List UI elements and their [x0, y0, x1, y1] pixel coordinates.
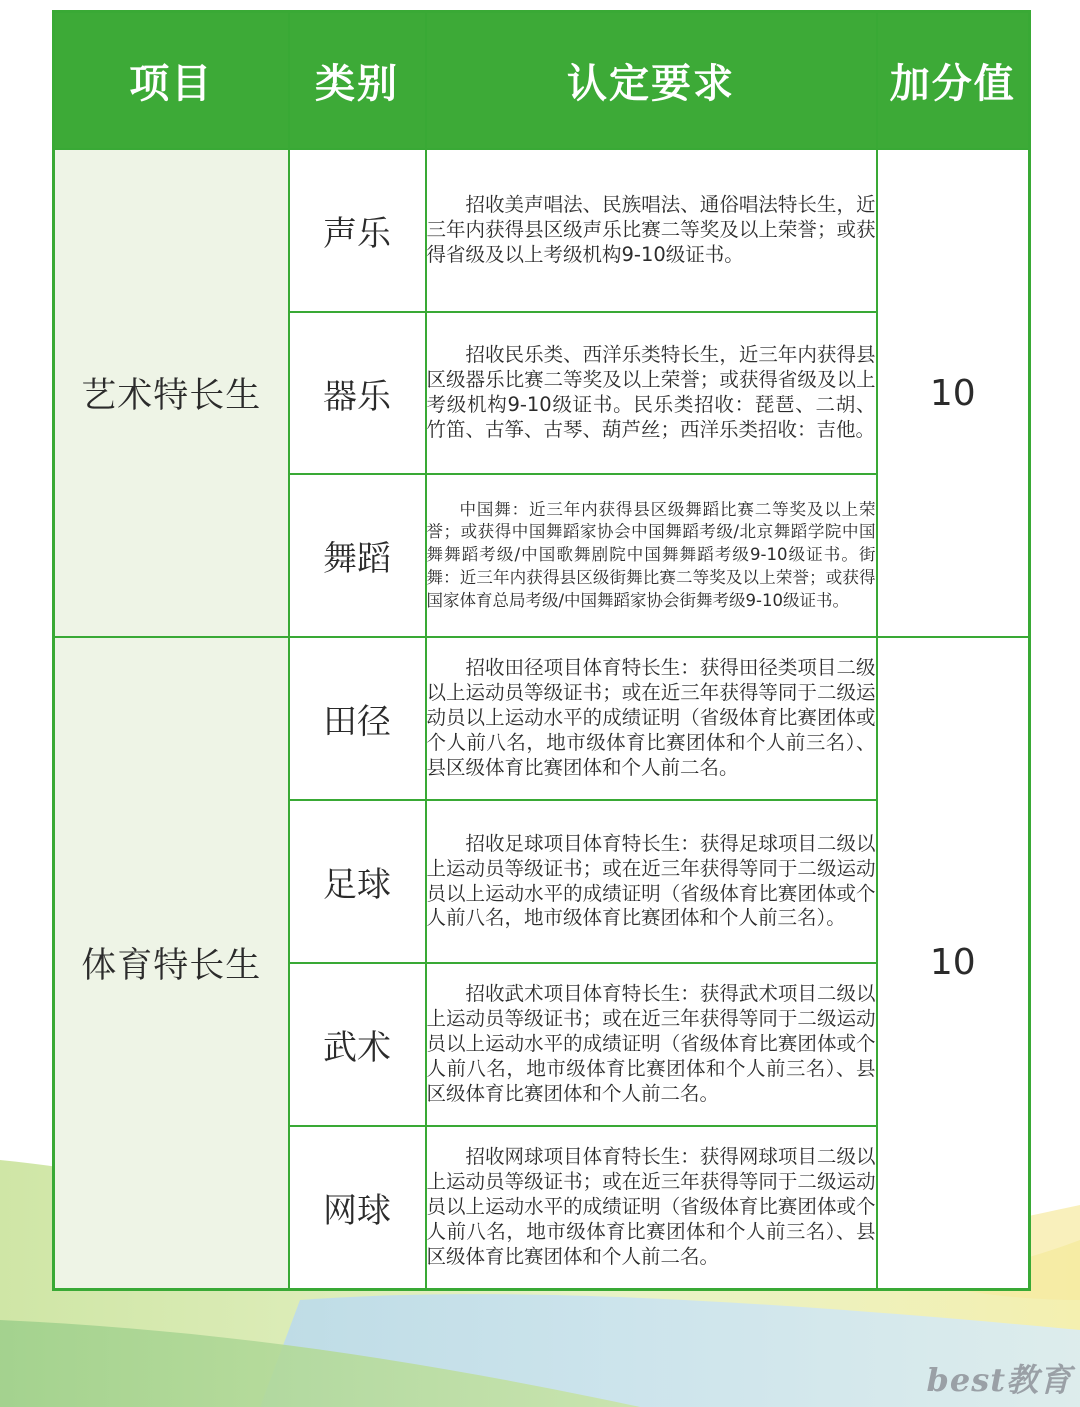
requirement-cell: [426, 800, 877, 963]
requirement-cell: [426, 312, 877, 474]
requirement-cell: [426, 1126, 877, 1289]
category-vocal: 声乐: [289, 149, 426, 312]
table-header-row: [54, 12, 1030, 150]
header-category: 类别: [289, 12, 426, 150]
requirement-text: 中国舞：近三年内获得县区级舞蹈比赛二等奖及以上荣誉；或获得中国舞蹈家协会中国舞蹈考级/北京舞蹈学院中国舞舞蹈考级/中国歌舞剧院中国舞舞蹈考级9-10级证书。街舞：近三年内获得县区级街舞比赛二等奖及以上荣誉；或获得国家体育总局考级/中国舞蹈家协会街舞考级9-10级证书。: [426, 499, 876, 610]
category-dance: 舞蹈: [289, 474, 426, 637]
header-requirement: 认定要求: [426, 12, 877, 150]
specialty-table-container: [52, 10, 1028, 1288]
requirement-text: 招收足球项目体育特长生：获得足球项目二级以上运动员等级证书；或在近三年获得等同于二级运动员以上运动水平的成绩证明（省级体育比赛团体或个人前八名，地市级体育比赛团体和个人前三名）。: [426, 831, 876, 930]
requirement-cell: [426, 474, 877, 637]
item-art: 艺术特长生: [54, 149, 289, 637]
score-art: 10: [877, 149, 1030, 637]
requirement-cell: [426, 637, 877, 800]
requirement-text: 招收网球项目体育特长生：获得网球项目二级以上运动员等级证书；或在近三年获得等同于二级运动员以上运动水平的成绩证明（省级体育比赛团体或个人前八名，地市级体育比赛团体和个人前三名）、县区级体育比赛团体和个人前二名。: [426, 1144, 876, 1268]
requirement-cell: [426, 963, 877, 1126]
specialty-bonus-table: [52, 10, 1031, 1291]
score-sports: 10: [877, 637, 1030, 1289]
requirement-cell: [426, 149, 877, 312]
item-sports: 体育特长生: [54, 637, 289, 1289]
table-row: [54, 637, 1030, 800]
requirement-text: 招收武术项目体育特长生：获得武术项目二级以上运动员等级证书；或在近三年获得等同于二级运动员以上运动水平的成绩证明（省级体育比赛团体或个人前八名，地市级体育比赛团体和个人前三名）、县区级体育比赛团体和个人前二名。: [426, 982, 876, 1105]
requirement-text: 招收民乐类、西洋乐类特长生，近三年内获得县区级器乐比赛二等奖及以上荣誉；或获得省级及以上考级机构9-10级证书。民乐类招收：琵琶、二胡、竹笛、古筝、古琴、葫芦丝；西洋乐类招收：吉他。: [426, 343, 876, 441]
table-row: [54, 149, 1030, 312]
category-martial-arts: 武术: [289, 963, 426, 1126]
category-instrumental: 器乐: [289, 312, 426, 474]
requirement-text: 招收美声唱法、民族唱法、通俗唱法特长生，近三年内获得县区级声乐比赛二等奖及以上荣誉；或获得省级及以上考级机构9-10级证书。: [426, 193, 876, 266]
category-track-field: 田径: [289, 637, 426, 800]
header-item: 项目: [54, 12, 289, 150]
category-tennis: 网球: [289, 1126, 426, 1289]
requirement-text: 招收田径项目体育特长生：获得田径类项目二级以上运动员等级证书；或在近三年获得等同于二级运动员以上运动水平的成绩证明（省级体育比赛团体或个人前八名，地市级体育比赛团体和个人前三名）、县区级体育比赛团体和个人前二名。: [426, 656, 876, 779]
category-football: 足球: [289, 800, 426, 963]
header-score: 加分值: [877, 12, 1030, 150]
watermark-logo: best教育: [926, 1361, 1072, 1399]
